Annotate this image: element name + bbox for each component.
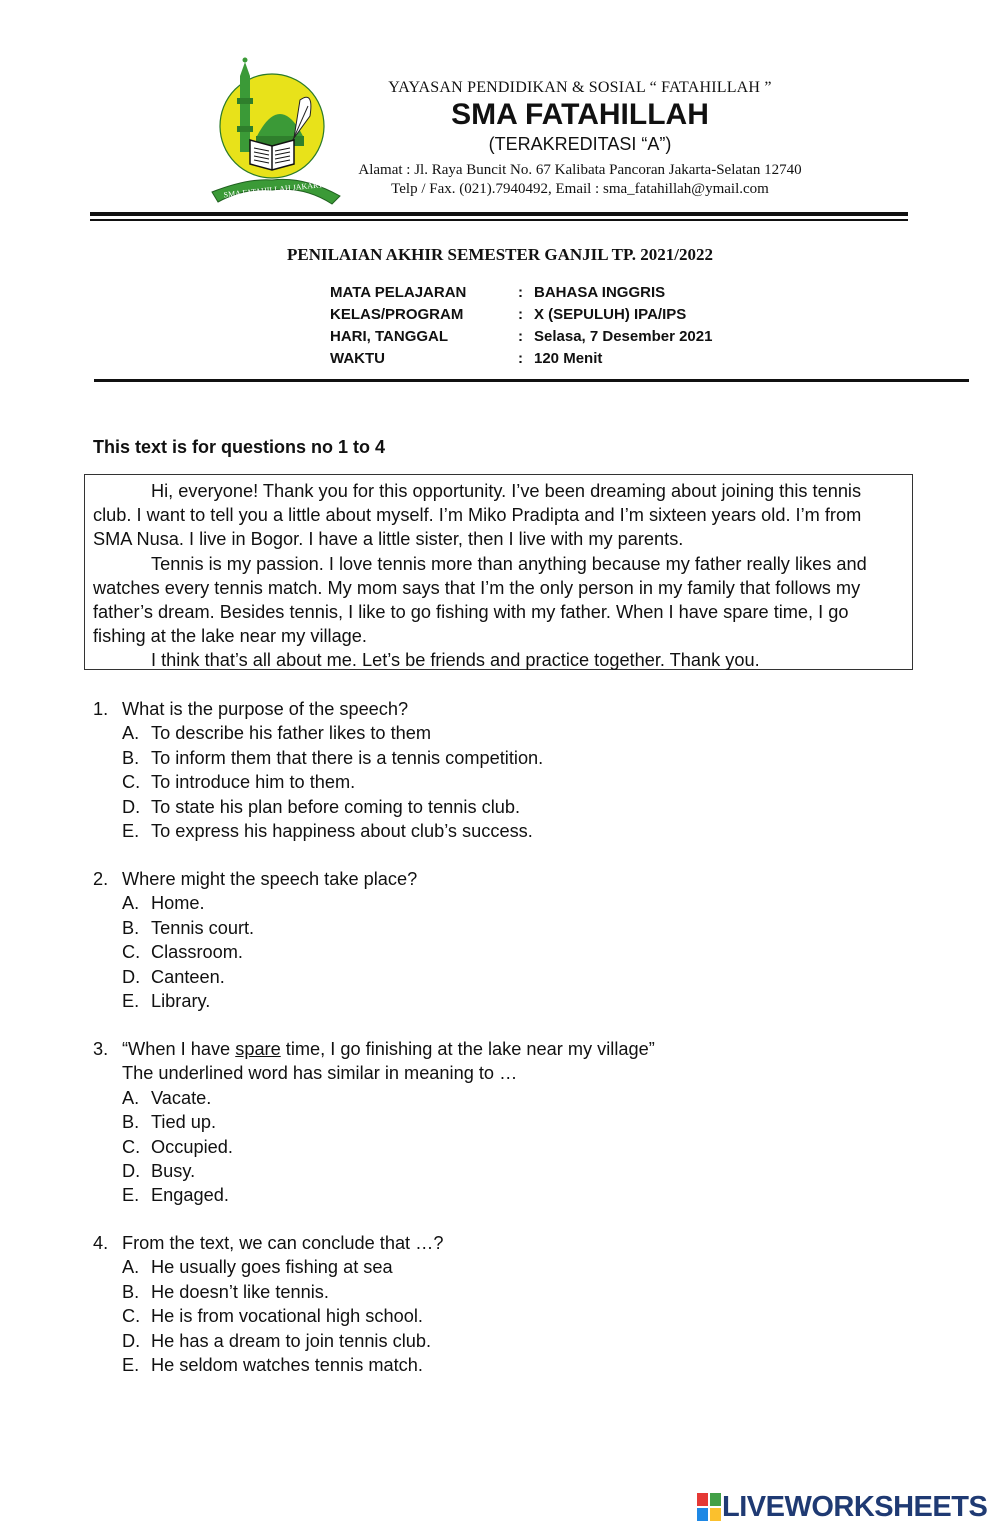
- info-label: HARI, TANGGAL: [330, 328, 449, 345]
- option-letter: B.: [122, 1112, 140, 1133]
- question-subtext: The underlined word has similar in meaning to …: [122, 1063, 518, 1084]
- option-letter: A.: [122, 893, 140, 914]
- question-3: [93, 1037, 893, 1208]
- option-letter: D.: [122, 796, 141, 817]
- answer-option[interactable]: [93, 1110, 893, 1134]
- reading-paragraph: Tennis is my passion. I love tennis more than anything because my father really likes and watches every tennis match. My mom says that I’m the only person in my family that follows my father’s dream. Besides tennis, I like to go fishing with my father. When I have spare time, I go fishing at the lake near my village.: [93, 553, 867, 647]
- answer-option[interactable]: [93, 1255, 893, 1279]
- answer-option[interactable]: [93, 916, 893, 940]
- option-letter: C.: [122, 772, 141, 793]
- question-number: 1.: [93, 699, 109, 719]
- exam-title: PENILAIAN AKHIR SEMESTER GANJIL TP. 2021/2022: [286, 245, 714, 264]
- liveworksheets-watermark: [696, 1488, 987, 1526]
- question-2: [93, 867, 893, 1013]
- info-value: 120 Menit: [534, 350, 603, 367]
- option-text: He has a dream to join tennis club.: [151, 1330, 432, 1351]
- liveworksheets-logo-icon: [696, 1492, 722, 1522]
- stem-quote-start: “When I have: [122, 1039, 236, 1059]
- info-label: WAKTU: [330, 350, 385, 367]
- question-1: [93, 697, 893, 843]
- info-colon: :: [518, 328, 523, 345]
- question-stem: From the text, we can conclude that …?: [122, 1233, 444, 1253]
- option-text: Engaged.: [151, 1185, 229, 1206]
- option-text: Classroom.: [151, 942, 243, 963]
- answer-option[interactable]: [93, 1135, 893, 1159]
- answer-option[interactable]: [93, 746, 893, 770]
- option-text: Home.: [151, 893, 205, 914]
- reading-paragraph: I think that’s all about me. Let’s be friends and practice together. Thank you.: [151, 650, 760, 671]
- option-text: Busy.: [151, 1161, 196, 1182]
- option-text: Tied up.: [151, 1112, 217, 1133]
- underlined-word: spare: [235, 1039, 281, 1059]
- answer-option[interactable]: [93, 1159, 893, 1183]
- option-text: Library.: [151, 991, 211, 1012]
- answer-option[interactable]: [93, 721, 893, 745]
- header-divider-thick: [90, 212, 908, 216]
- info-value: BAHASA INGGRIS: [534, 284, 666, 301]
- school-contact: Telp / Fax. (021).7940492, Email : sma_fatahillah@ymail.com: [391, 181, 769, 197]
- school-name: SMA FATAHILLAH: [451, 98, 709, 131]
- question-4: [93, 1231, 893, 1377]
- answer-option[interactable]: [93, 1183, 893, 1207]
- option-letter: D.: [122, 1330, 141, 1351]
- option-text: To state his plan before coming to tennis club.: [151, 796, 521, 817]
- answer-option[interactable]: [93, 1280, 893, 1304]
- question-number: 4.: [93, 1233, 109, 1253]
- option-text: He is from vocational high school.: [151, 1306, 423, 1327]
- question-stem: [122, 1037, 655, 1061]
- school-address: Alamat : Jl. Raya Buncit No. 67 Kalibata Pancoran Jakarta-Selatan 12740: [358, 162, 802, 178]
- info-colon: :: [518, 284, 523, 301]
- option-letter: A.: [122, 723, 140, 744]
- header-divider-thin: [90, 219, 908, 221]
- foundation-name: YAYASAN PENDIDIKAN & SOSIAL “ FATAHILLAH ”: [388, 79, 772, 96]
- option-text: Vacate.: [151, 1087, 212, 1108]
- answer-option[interactable]: [93, 940, 893, 964]
- school-logo: [208, 56, 348, 212]
- option-text: Canteen.: [151, 966, 225, 987]
- option-letter: E.: [122, 991, 140, 1012]
- answer-option[interactable]: [93, 989, 893, 1013]
- question-stem: What is the purpose of the speech?: [122, 699, 409, 719]
- option-text: Occupied.: [151, 1136, 233, 1157]
- info-value: X (SEPULUH) IPA/IPS: [534, 306, 687, 323]
- info-label: MATA PELAJARAN: [330, 284, 467, 301]
- option-letter: A.: [122, 1257, 140, 1278]
- answer-option[interactable]: [93, 965, 893, 989]
- info-row-date: [330, 328, 750, 345]
- answer-option[interactable]: [93, 1304, 893, 1328]
- option-letter: C.: [122, 1306, 141, 1327]
- option-text: To describe his father likes to them: [151, 723, 432, 744]
- stem-quote-end: time, I go finishing at the lake near my village”: [280, 1039, 655, 1059]
- question-number: 3.: [93, 1039, 109, 1059]
- option-text: To express his happiness about club’s success.: [151, 821, 533, 842]
- accreditation: (TERAKREDITASI “A”): [488, 134, 672, 154]
- info-value: Selasa, 7 Desember 2021: [534, 328, 713, 345]
- option-letter: B.: [122, 747, 140, 768]
- option-letter: B.: [122, 1281, 140, 1302]
- option-letter: E.: [122, 1355, 140, 1376]
- question-number: 2.: [93, 869, 109, 889]
- info-row-subject: [330, 284, 750, 301]
- logo-ribbon-text: SMA FATAHILLAH JAKARTA: [223, 179, 329, 200]
- option-letter: D.: [122, 966, 141, 987]
- option-letter: A.: [122, 1087, 140, 1108]
- answer-option[interactable]: [93, 819, 893, 843]
- info-row-time: [330, 350, 750, 367]
- option-text: To introduce him to them.: [151, 772, 356, 793]
- option-text: Tennis court.: [151, 917, 255, 938]
- option-letter: C.: [122, 942, 141, 963]
- answer-option[interactable]: [93, 891, 893, 915]
- answer-option[interactable]: [93, 770, 893, 794]
- option-text: He seldom watches tennis match.: [151, 1355, 423, 1376]
- watermark-text: LIVEWORKSHEETS: [722, 1490, 988, 1523]
- option-text: He usually goes fishing at sea: [151, 1257, 393, 1278]
- info-label: KELAS/PROGRAM: [330, 306, 464, 323]
- option-letter: E.: [122, 1185, 140, 1206]
- info-colon: :: [518, 350, 523, 367]
- answer-option[interactable]: [93, 795, 893, 819]
- option-text: He doesn’t like tennis.: [151, 1281, 329, 1302]
- option-text: To inform them that there is a tennis competition.: [151, 747, 544, 768]
- answer-option[interactable]: [93, 1353, 893, 1377]
- option-letter: E.: [122, 821, 140, 842]
- section-heading: This text is for questions no 1 to 4: [93, 437, 386, 457]
- reading-paragraph: Hi, everyone! Thank you for this opportunity. I’ve been dreaming about joining this tennis club. I want to tell you a little about myself. I’m Miko Pradipta and I’m sixteen years old. I’m from SMA Nusa. I live in Bogor. I have a little sister, then I live with my parents.: [93, 481, 862, 550]
- answer-option[interactable]: [93, 1329, 893, 1353]
- reading-text-box: [84, 474, 913, 670]
- option-letter: C.: [122, 1136, 141, 1157]
- option-letter: B.: [122, 917, 140, 938]
- info-row-class: [330, 306, 750, 323]
- info-divider: [94, 379, 969, 382]
- option-letter: D.: [122, 1161, 141, 1182]
- question-stem: Where might the speech take place?: [122, 869, 418, 889]
- info-colon: :: [518, 306, 523, 323]
- answer-option[interactable]: [93, 1086, 893, 1110]
